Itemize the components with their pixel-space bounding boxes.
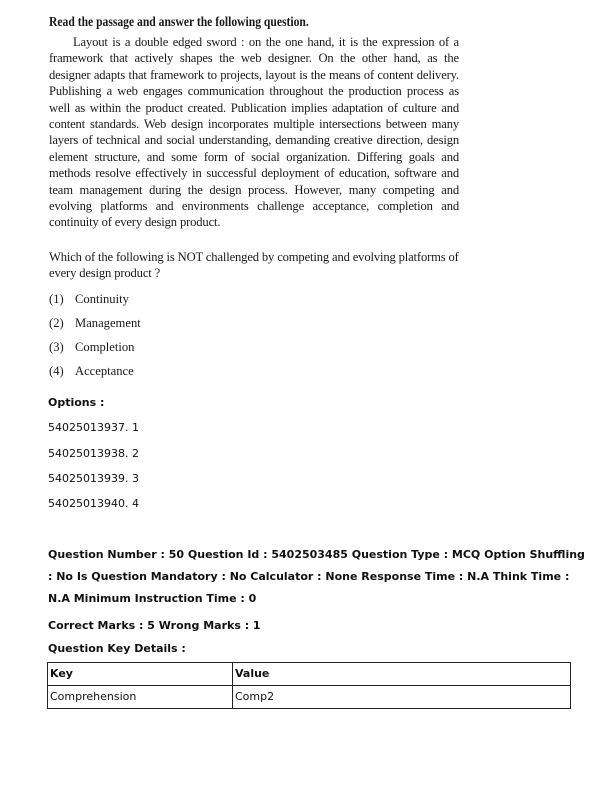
marks-info: Correct Marks : 5 Wrong Marks : 1 bbox=[48, 619, 261, 632]
table-header-row bbox=[48, 663, 571, 686]
option-id: 54025013937. 1 bbox=[48, 421, 139, 434]
choice-item bbox=[49, 359, 459, 383]
passage-body: Layout is a double edged sword : on the one hand, it is the expression of a framework that actively shapes the web designer. On the other hand, as the designer adapts that framework to projects, layout is the means of content delivery. Publishing a web engages communication throughout the production process as well as within the product created. Publication implies adaptation of culture and content standards. Web design incorporates multiple intersections between many layers of technical and social understanding, demanding creative direction, design element structure, and some form of social organization. Differing goals and methods resolve effectively in successful deployment of education, software and team management during the design process. However, many competing and evolving platforms and environments challenge acceptance, completion and continuity of every design product. bbox=[49, 35, 459, 230]
key-details-table bbox=[47, 662, 571, 709]
choice-text: Acceptance bbox=[75, 363, 134, 378]
column-header-key: Key bbox=[48, 663, 233, 686]
choice-item bbox=[49, 311, 459, 335]
table-row bbox=[48, 686, 571, 709]
scanned-question-image bbox=[49, 14, 459, 383]
choice-item bbox=[49, 335, 459, 359]
choice-item bbox=[49, 287, 459, 311]
question-text: Which of the following is NOT challenged by competing and evolving platforms of every design product ? bbox=[49, 249, 459, 281]
option-id: 54025013938. 2 bbox=[48, 447, 139, 460]
choice-text: Management bbox=[75, 315, 141, 330]
choice-number: (1) bbox=[49, 291, 64, 306]
passage-text bbox=[49, 34, 459, 231]
answer-choices bbox=[49, 287, 459, 383]
column-header-value: Value bbox=[233, 663, 571, 686]
key-details-label: Question Key Details : bbox=[48, 642, 186, 655]
option-id: 54025013939. 3 bbox=[48, 472, 139, 485]
choice-number: (3) bbox=[49, 339, 64, 354]
choice-number: (4) bbox=[49, 363, 64, 378]
option-id: 54025013940. 4 bbox=[48, 497, 139, 510]
passage-instruction: Read the passage and answer the following question. bbox=[49, 14, 309, 29]
table-cell-key: Comprehension bbox=[48, 686, 233, 709]
choice-text: Continuity bbox=[75, 291, 129, 306]
question-metadata: Question Number : 50 Question Id : 5402503485 Question Type : MCQ Option Shuffling : No Is Question Mandatory : No Calculator : None Response Time : N.A Think Time : N.A Minimum Instruction Time : 0 bbox=[48, 548, 585, 605]
options-label: Options : bbox=[48, 396, 105, 409]
choice-number: (2) bbox=[49, 315, 64, 330]
choice-text: Completion bbox=[75, 339, 135, 354]
table-cell-value: Comp2 bbox=[233, 686, 571, 709]
